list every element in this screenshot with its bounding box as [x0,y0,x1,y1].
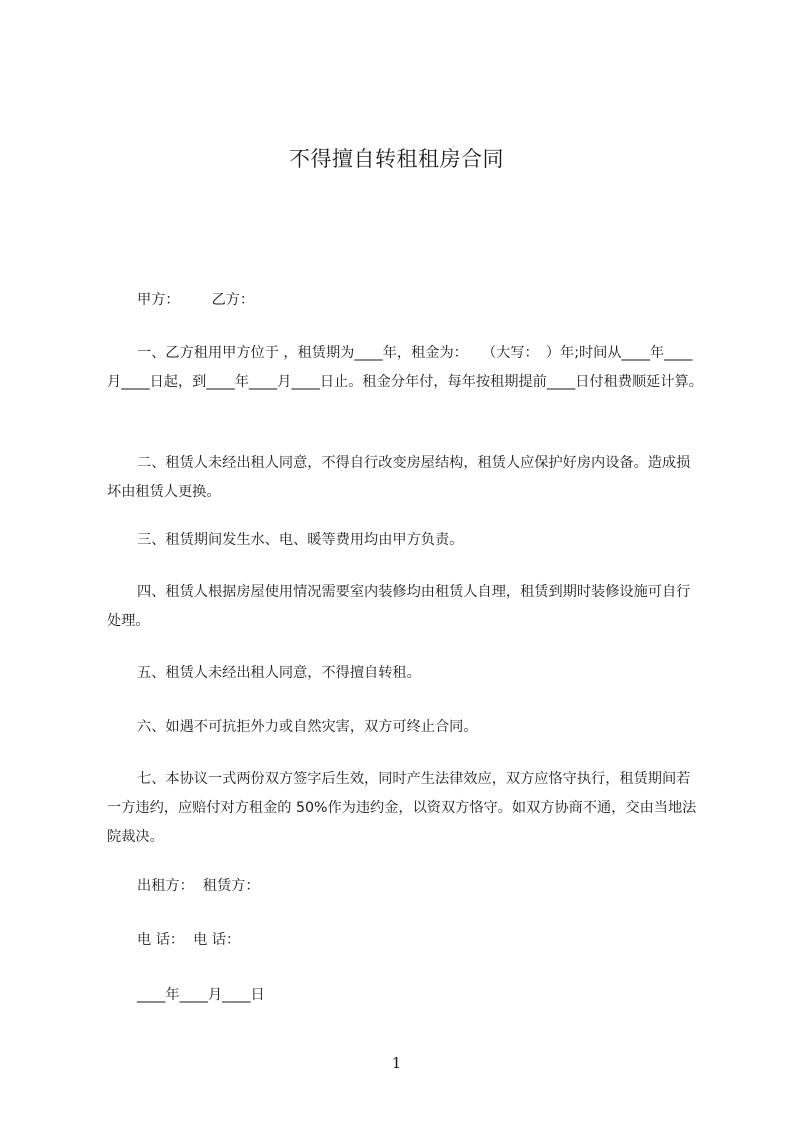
phone-line [107,926,737,955]
page-number: 1 [391,1054,402,1072]
signature-line [107,872,737,901]
clause-2: 二、租赁人未经出租人同意，不得自行改变房屋结构，租赁人应保护好房内设备。造成损坏由租赁人更换。 [107,455,691,500]
clause-3: 三、租赁期间发生水、电、暖等费用均由甲方负责。 [137,532,464,548]
date-line: ____年____月____日 [137,987,265,1003]
clause-6: 六、如遇不可抗拒外力或自然灾害，双方可终止合同。 [137,719,478,735]
phone-label-b: 电 话： [193,932,241,948]
clause-7: 七、本协议一式两份双方签字后生效，同时产生法律效应，双方应恪守执行，租赁期间若一方违约，应赔付对方租金的 50%作为违约金，以资双方恪守。如双方协商不通，交由当地法院裁决。 [107,771,697,845]
parties-line [107,286,737,315]
party-b-label: 乙方： [211,292,255,308]
phone-label-a: 电 话： [137,932,185,948]
party-a-label: 甲方： [137,292,180,308]
lessee-label: 租赁方： [202,878,260,894]
clause-4: 四、租赁人根据房屋使用情况需要室内装修均由租赁人自理，租赁到期时装修设施可自行处理。 [107,584,691,629]
clause-1: 一、乙方租用甲方位于 ，租赁期为____年，租金为： （大写： ）年;时间从____年____月____日起，到____年____月____日止。租金分年付，每年按租期提前____日付租费顺延计算。 [107,345,703,390]
lessor-label: 出租方： [137,878,194,894]
document-title: 不得擅自转租租房合同 [289,147,504,171]
clause-5: 五、租赁人未经出租人同意，不得擅自转租。 [137,665,421,681]
